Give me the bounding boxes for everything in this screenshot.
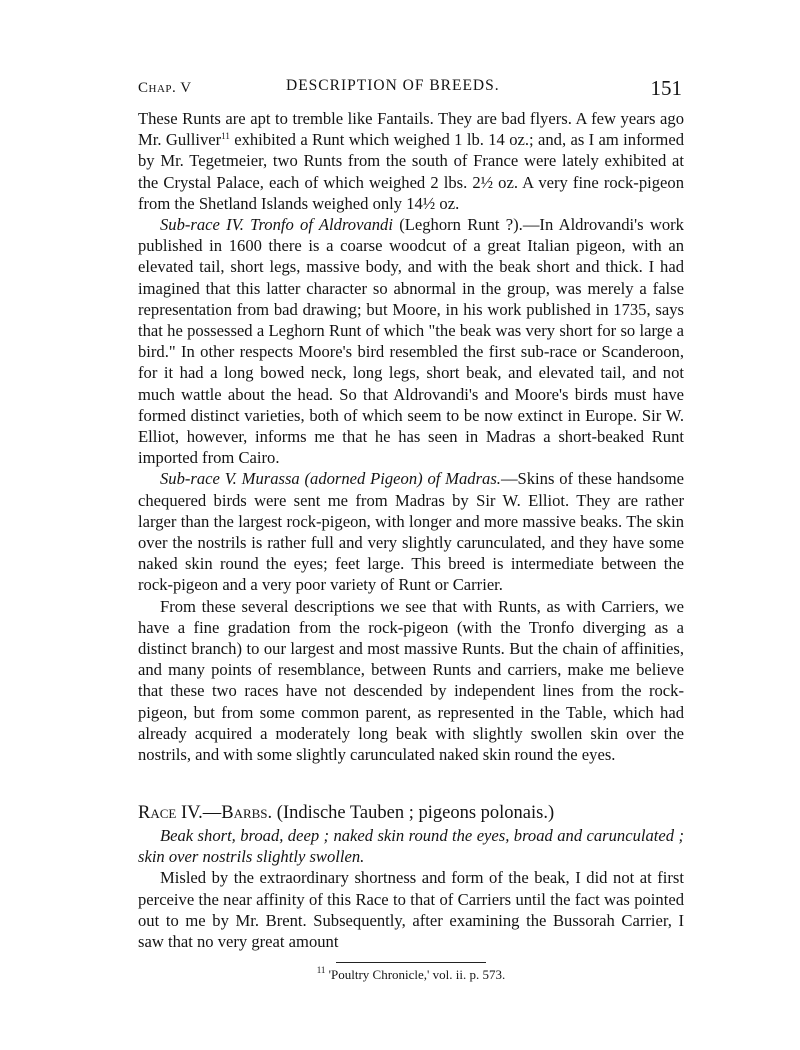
paragraph-text: exhibited a Runt which weighed 1 lb. 14 oz.; and, as I am informed by Mr. Tegetmeier, two Runts from the south of France were lately exhibited at the Crystal Palace, each of which weighed 2 lbs. 2½ oz. A very fine rock-pigeon from the Shetland Islands weighed only 14½ oz. <box>138 130 684 213</box>
paragraph-barbs: Misled by the extraordinary shortness and form of the beak, I did not at first perceive the near affinity of this Race to that of Carriers until the fact was pointed out to me by Mr. Brent. Subsequently, after examining the Bussorah Carrier, I saw that no very great amount <box>138 868 684 951</box>
running-header <box>138 70 684 104</box>
footnote-ref: 11 <box>221 131 230 142</box>
sub-race-label: Sub-race IV. <box>160 215 244 235</box>
sub-race-name: Murassa (adorned Pigeon) of Madras. <box>241 469 501 489</box>
running-title: DESCRIPTION OF BREEDS. <box>286 77 500 94</box>
footnote-text: 'Poultry Chronicle,' vol. ii. p. 573. <box>328 967 506 983</box>
page <box>138 70 684 983</box>
race-synonyms: (Indische Tauben ; pigeons polonais.) <box>276 803 555 824</box>
paragraph-gradation: From these several descriptions we see that with Runts, as with Carriers, we have a fine gradation from the rock-pigeon (with the Tronfo diverging as a distinct branch) to our largest and most massive Runts. But the chain of affinities, and many points of resemblance, between Runts and carriers, make me believe that these two races have not descended by independent lines from the rock-pigeon, but from some common parent, as represented in the Table, which had already acquired a moderately long beak with slightly swollen skin over the nostrils, and with some slightly carunculated naked skin round the eyes. <box>138 596 684 765</box>
paragraph-sub-race-v <box>138 468 684 595</box>
paragraph-text: —Skins of these handsome chequered birds were sent me from Madras by Sir W. Elliot. They are rather larger than the largest rock-pigeon, with longer and more massive beaks. The skin over the nostrils is rather full and very slightly carunculated, and they have some naked skin round the eyes; feet large. This breed is intermediate between the rock-pigeon and a very poor variety of Runt or Carrier. <box>138 469 684 595</box>
paragraph-runts-flyers <box>138 108 684 214</box>
chapter-label: Chap. V <box>138 80 192 96</box>
footnote-rule <box>336 962 486 963</box>
sub-race-name: Tronfo of Aldrovandi <box>250 215 393 235</box>
paragraph-sub-race-iv <box>138 214 684 468</box>
paragraph-text: (Leghorn Runt ?).—In Aldrovandi's work published in 1600 there is a coarse woodcut of a great Italian pigeon, with an elevated tail, short legs, massive body, and with the beak short and thick. I had imagined that this latter character so abnormal in the group, was merely a false representation from bad drawing; but Moore, in his work published in 1735, says that he possessed a Leghorn Runt of which "the beak was very short for so large a bird." In other respects Moore's bird resembled the first sub-race or Scanderoon, for it had a long bowed neck, long legs, short beak, and elevated tail, and not much wattle about the head. So that Aldrovandi's and Moore's birds must have formed distinct varieties, both of which seem to be now extinct in Europe. Sir W. Elliot, however, informs me that he has seen in Madras a short-beaked Runt imported from Cairo. <box>138 215 684 468</box>
race-description: Beak short, broad, deep ; naked skin round the eyes, broad and carunculated ; skin over nostrils slightly swollen. <box>138 826 684 867</box>
paragraph-text: These Runts are apt to tremble like Fantails. They are bad flyers. A few years ago Mr. Gulliver <box>138 109 684 150</box>
page-number: 151 <box>650 76 682 100</box>
race-label: Race IV.—Barbs. <box>138 803 273 824</box>
body-text <box>138 108 684 952</box>
sub-race-label: Sub-race V. <box>160 469 237 489</box>
footnote-number: 11 <box>316 965 326 976</box>
race-heading <box>138 801 684 825</box>
footnote <box>138 967 684 983</box>
